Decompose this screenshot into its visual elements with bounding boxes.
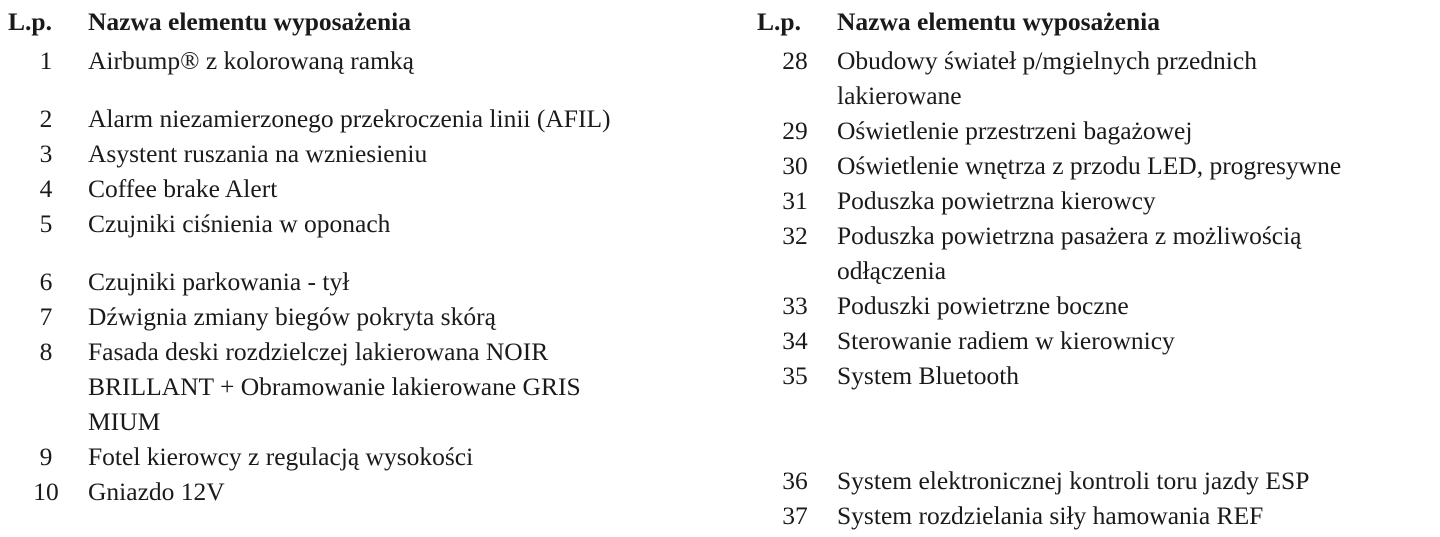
row-number: 2 (39, 104, 53, 133)
row-number: 30 (782, 151, 808, 180)
equipment-item-name (833, 288, 1440, 323)
item-name-line: Poduszka powietrzna kierowcy (837, 186, 1156, 215)
item-name-line: Dźwignia zmiany biegów pokryta skórą (88, 302, 496, 331)
item-name-line: lakierowane (837, 81, 962, 110)
equipment-item-name (833, 358, 1440, 463)
header-name: Nazwa elementu wyposażenia (837, 7, 1160, 36)
row-number: 6 (39, 267, 53, 296)
item-name-line: odłączenia (837, 256, 947, 285)
item-name-line: System elektronicznej kontroli toru jazdy ESP (837, 466, 1310, 495)
row-number: 8 (39, 337, 53, 366)
equipment-table-right (757, 0, 1440, 533)
item-name-line: Obudowy świateł p/mgielnych przednich (837, 46, 1257, 75)
equipment-item-name (833, 498, 1440, 533)
row-number: 35 (782, 361, 808, 390)
equipment-item-name (84, 206, 748, 264)
equipment-item-name (84, 474, 748, 509)
equipment-item-name (833, 183, 1440, 218)
row-number: 9 (39, 442, 53, 471)
row-number: 31 (782, 186, 808, 215)
header-lp: L.p. (8, 7, 52, 36)
item-name-line: Oświetlenie przestrzeni bagażowej (837, 116, 1193, 145)
equipment-item-name (84, 334, 748, 439)
row-number: 33 (782, 291, 808, 320)
equipment-item-name (84, 299, 748, 334)
equipment-table-left (8, 0, 748, 509)
equipment-item-name (833, 113, 1440, 148)
item-name-line: Poduszka powietrzna pasażera z możliwością (837, 221, 1302, 250)
item-name-line: Fotel kierowcy z regulacją wysokości (88, 442, 474, 471)
equipment-item-name (84, 171, 748, 206)
row-number: 4 (39, 174, 53, 203)
item-name-line: Oświetlenie wnętrza z przodu LED, progresywne (837, 151, 1342, 180)
item-name-line: System rozdzielania siły hamowania REF (837, 501, 1264, 530)
item-name-line: Czujniki parkowania - tył (88, 267, 350, 296)
row-number: 36 (782, 466, 808, 495)
item-name-line: Asystent ruszania na wzniesieniu (88, 139, 428, 168)
equipment-item-name (833, 148, 1440, 183)
row-number: 28 (782, 46, 808, 75)
item-name-line: System Bluetooth (837, 361, 1020, 390)
equipment-item-name (84, 439, 748, 474)
row-number: 1 (39, 46, 53, 75)
header-name: Nazwa elementu wyposażenia (88, 7, 411, 36)
row-number: 7 (39, 302, 53, 331)
row-number: 34 (782, 326, 808, 355)
row-number: 29 (782, 116, 808, 145)
equipment-item-name (84, 264, 748, 299)
equipment-item-name (833, 463, 1440, 498)
item-name-line: Fasada deski rozdzielczej lakierowana NOIR (88, 337, 549, 366)
item-name-line: Gniazdo 12V (88, 477, 225, 506)
row-number: 32 (782, 221, 808, 250)
item-name-line: Airbump® z kolorowaną ramką (88, 46, 414, 75)
item-name-line: Coffee brake Alert (88, 174, 278, 203)
equipment-item-name (833, 323, 1440, 358)
row-number: 37 (782, 501, 808, 530)
header-lp: L.p. (757, 7, 801, 36)
item-name-line: BRILLANT + Obramowanie lakierowane GRIS (88, 372, 581, 401)
equipment-item-name (833, 218, 1440, 288)
item-name-line: Sterowanie radiem w kierownicy (837, 326, 1175, 355)
equipment-item-name (833, 43, 1440, 113)
item-name-line: Poduszki powietrzne boczne (837, 291, 1129, 320)
equipment-item-name (84, 136, 748, 171)
equipment-item-name (84, 43, 748, 101)
item-name-line: MIUM (88, 407, 161, 436)
equipment-item-name (84, 101, 748, 136)
row-number: 10 (33, 477, 59, 506)
item-name-line: Alarm niezamierzonego przekroczenia linii (AFIL) (88, 104, 611, 133)
row-number: 5 (39, 209, 53, 238)
row-number: 3 (39, 139, 53, 168)
item-name-line: Czujniki ciśnienia w oponach (88, 209, 391, 238)
